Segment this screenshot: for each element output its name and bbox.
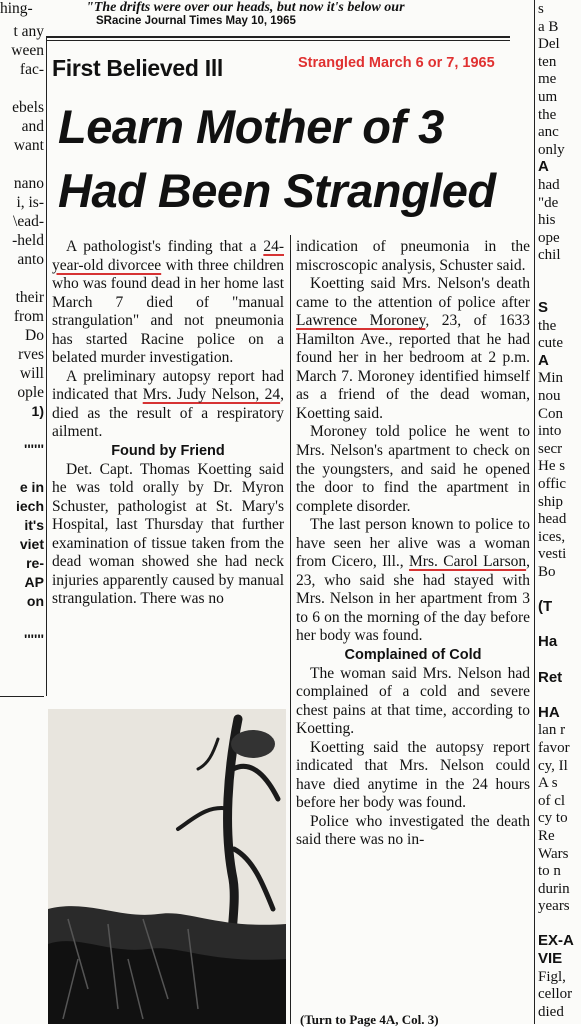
left-fragment-line [0, 79, 44, 98]
right-fragment-line: VIE [538, 950, 563, 968]
paragraph: indication of pneumonia in the miscroscopic analysis, Schuster said. [296, 238, 530, 274]
text: with three children who was found dead in her home last March 7 died of "manual strangulation" and not pneumonia has started Racine police on a belated murder investigation. [52, 256, 284, 367]
article-column-2 [296, 238, 530, 850]
right-fragment-line: ship [538, 493, 564, 510]
right-fragment-line: Con [538, 405, 564, 422]
headline-line-1: Learn Mother of 3 [58, 100, 444, 153]
left-fragment-line: '''''' [24, 441, 44, 457]
photo-image [48, 709, 286, 1024]
subheading: Complained of Cold [344, 647, 482, 664]
right-fragment-line: cellor [538, 986, 573, 1003]
article-column-1 [52, 238, 284, 609]
left-fragment-line: Do [25, 327, 44, 344]
right-fragment-line: Min [538, 370, 564, 387]
right-fragment-line: A [538, 158, 549, 176]
column-rule-right [534, 0, 535, 1024]
right-fragment-line: HA [538, 703, 560, 721]
left-fragment-line: iech [15, 498, 44, 514]
right-fragment-line: Wars [538, 845, 569, 862]
right-fragment-line: (T [538, 598, 553, 616]
right-fragment-line [538, 686, 581, 704]
right-fragment-line: lan r [538, 722, 566, 739]
left-fragment-line: want [13, 137, 44, 154]
right-fragment-line: cy to [538, 810, 568, 827]
right-fragment-line: Del [538, 36, 560, 53]
right-fragment-line: He s [538, 458, 566, 475]
text: The last person known to police to have seen her alive was a woman from Cicero, Ill., [296, 516, 530, 571]
paragraph [296, 516, 530, 646]
left-fragment-line: it's [24, 517, 44, 533]
right-fragment-line: died [538, 1003, 564, 1020]
paragraph [52, 368, 284, 442]
right-fragment-line: "de [538, 194, 559, 211]
left-fragment-line [0, 155, 44, 174]
paragraph: Det. Capt. Thomas Koetting said he was told orally by Dr. Myron Schuster, pathologist at St. Mary's Hospital, last Thursday that further examination of tissue taken from the dead woman showed she had neck injuries apparently caused by manual strangulation. There was no [52, 460, 284, 608]
left-fragment-line: viet [19, 536, 44, 552]
right-fragment-line: the [538, 317, 557, 334]
top-rule-thin [46, 40, 510, 41]
right-fragment-line: ices, [538, 528, 566, 545]
red-annotation: Strangled March 6 or 7, 1965 [298, 55, 495, 71]
paragraph: The woman said Mrs. Nelson had complained of a cold and severe chest pains at that time, according to Koetting. [296, 664, 530, 738]
text: , 23, of 1633 Hamilton Ave., reported that he had found her in her bedroom at 2 p.m. March 7. Moroney identified himself as a friend of the dead woman, Koetting said. [296, 312, 530, 422]
right-fragment-line: Ret [538, 668, 563, 686]
right-fragment-line: um [538, 88, 558, 105]
right-fragment-line: Re [538, 827, 555, 844]
news-photo [48, 709, 286, 1024]
text: A pathologist's finding that a [66, 238, 264, 255]
left-fragment-line: e in [19, 479, 44, 495]
right-fragment-line: to n [538, 863, 561, 880]
left-fragment-line: ebels [12, 99, 44, 116]
text: Koetting said Mrs. Nelson's death came to the attention of police after [296, 275, 530, 311]
left-fragment-line: -held [12, 232, 44, 249]
underlined-name: Mrs. Judy Nelson, 24 [142, 386, 281, 404]
left-fragment-line: nano [13, 175, 44, 192]
paragraph: Koetting said the autopsy report indicated that Mrs. Nelson could have died anytime in the 24 hours before her body was found. [296, 738, 530, 812]
left-fragment-line: t any [13, 23, 44, 40]
source-caption: SRacine Journal Times May 10, 1965 [96, 15, 296, 27]
kicker-headline: First Believed Ill [52, 55, 223, 81]
right-fragment-line: ten [538, 53, 557, 70]
fragment-top-left: hing- [0, 0, 33, 17]
left-fragments [0, 22, 44, 649]
right-fragment-line: vesti [538, 546, 567, 563]
right-fragment-line: a B [538, 18, 559, 35]
underlined-name: Mrs. Carol Larson [409, 553, 527, 571]
right-fragment-line: Ha [538, 633, 558, 651]
right-fragments [538, 0, 581, 1020]
paragraph: Moroney told police he went to Mrs. Nelson's apartment to check on the youngsters, and said he opened the door to find the apartment in complete disorder. [296, 423, 530, 515]
headline-line-2: Had Been Strangled [58, 164, 496, 217]
top-rule [46, 36, 510, 38]
right-fragment-line: A s [538, 775, 558, 792]
right-fragment-line [538, 282, 581, 300]
right-fragment-line [538, 581, 581, 599]
left-fragment-line: their [15, 289, 44, 306]
right-fragment-line [538, 616, 581, 634]
right-fragment-line: s [538, 1, 544, 17]
underlined-phrase: 24-year-old divorcee [52, 238, 284, 274]
left-fragment-line: ople [17, 384, 44, 401]
left-fragment-rule [0, 696, 44, 697]
left-fragment-line: anto [17, 251, 44, 268]
left-fragment-line: fac- [19, 61, 44, 78]
jump-line: (Turn to Page 4A, Col. 3) [300, 1012, 439, 1027]
left-fragment-line: i, is- [16, 194, 44, 211]
right-fragment-line: EX-A [538, 932, 574, 950]
subheading: Found by Friend [111, 443, 225, 460]
right-fragment-line: the [538, 106, 557, 123]
left-fragment-line: rves [18, 346, 44, 363]
left-fragment-line [0, 459, 44, 478]
right-fragment-line: only [538, 141, 565, 158]
paragraph [296, 275, 530, 423]
text: , 23, who said she had stayed with Mrs. Nelson in her apartment from 3 to 6 on the morning of the day before her body was found. [296, 553, 530, 645]
right-fragment-line [538, 264, 581, 282]
right-fragment-line: head [538, 511, 567, 528]
top-quote-line: "The drifts were over our heads, but now it's below our [86, 0, 405, 15]
right-fragment-line: favor [538, 739, 570, 756]
column-rule-middle [290, 235, 291, 1024]
left-fragment-line: ween [11, 42, 44, 59]
right-fragment-line: secr [538, 440, 563, 457]
right-fragment-line [538, 651, 581, 669]
right-fragment-line: cy, Il [538, 757, 568, 774]
right-fragment-line: nou [538, 388, 561, 405]
right-fragment-line [538, 915, 581, 933]
right-fragment-line: Bo [538, 564, 556, 580]
right-fragment-line: anc [538, 124, 559, 141]
right-fragment-line: me [538, 71, 557, 88]
left-fragment-line [0, 611, 44, 630]
paragraph: Police who investigated the death said there was no in- [296, 812, 530, 849]
left-fragment-line: AP [24, 574, 44, 590]
underlined-name: Lawrence Moroney [296, 312, 426, 330]
text: A preliminary autopsy report had indicated that [52, 367, 284, 404]
right-fragment-line: A [538, 351, 549, 369]
left-fragment-line: and [21, 118, 44, 135]
right-fragment-line: his [538, 212, 556, 229]
right-fragment-line: years [538, 898, 570, 915]
left-fragment-line: 1) [31, 403, 44, 419]
text: , died as the result of a respiratory ailment. [52, 386, 284, 441]
right-fragment-line: cute [538, 335, 563, 352]
column-rule-left [46, 36, 47, 696]
left-fragment-line: re- [26, 555, 44, 571]
paragraph [52, 238, 284, 368]
right-fragment-line: into [538, 423, 562, 440]
left-fragment-line: '''''' [24, 631, 44, 647]
right-fragment-line: ope [538, 229, 560, 246]
left-fragment-line: on [26, 593, 44, 609]
left-fragment-line: will [19, 365, 44, 382]
left-fragment-line: from [13, 308, 44, 325]
right-fragment-line: of cl [538, 792, 566, 809]
left-fragment-line [0, 269, 44, 288]
left-fragment-line: \ead- [13, 213, 44, 230]
right-fragment-line: durin [538, 880, 570, 897]
right-fragment-line: S [538, 299, 549, 317]
right-fragment-line: chil [538, 247, 561, 264]
right-fragment-line: had [538, 176, 560, 193]
right-fragment-line: offic [538, 476, 567, 493]
left-fragment-line [0, 421, 44, 440]
right-fragment-line: Figl, [538, 968, 566, 985]
